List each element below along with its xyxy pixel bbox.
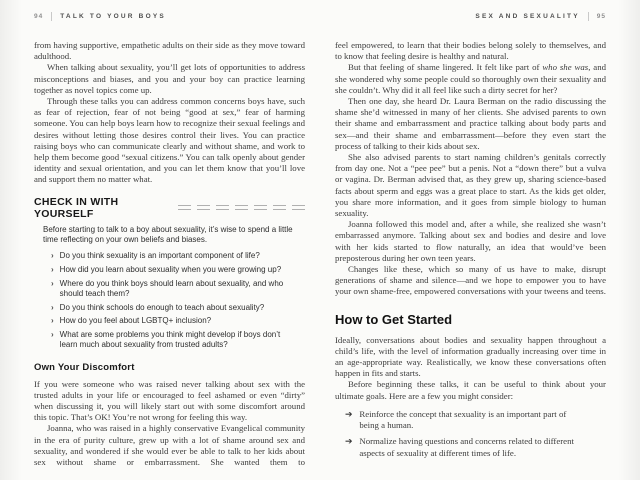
question-text: What are some problems you think might develop if boys don’t learn much about sexuality from trusted adults?: [59, 330, 281, 350]
body-paragraph: Joanna, who was raised in a highly conservative Evangelical community in the era of purity culture, grew up with a lot of shame around sex and sexuality, and wondered if she would ever be able to talk to her kids about sex without shame or embarrassment. She wanted them to: [34, 423, 305, 467]
checkin-heading: [34, 196, 305, 220]
checkin-body: [43, 225, 305, 351]
list-item: [51, 279, 305, 299]
header-divider: [51, 12, 52, 21]
list-item: [51, 265, 305, 275]
list-item: [345, 409, 606, 431]
running-title-left: TALK TO YOUR BOYS: [60, 13, 166, 20]
chevron-bullet-icon: ›: [51, 278, 54, 288]
chevron-bullet-icon: ›: [51, 316, 54, 326]
question-text: Do you think sexuality is an important component of life?: [59, 251, 260, 261]
body-paragraph: Ideally, conversations about bodies and sexuality happen throughout a child’s life, with the level of information gradually increasing over time in an age-appropriate way. Realistically, we know these conversations often happen in fits and starts.: [335, 334, 606, 379]
goal-text: Normalize having questions and concerns related to different aspects of sexuality at different times of life.: [359, 436, 574, 458]
page-spread-body: [34, 40, 606, 468]
goal-text: Reinforce the concept that sexuality is an important part of being a human.: [359, 408, 567, 431]
body-paragraph: from having supportive, empathetic adults on their side as they move toward adulthood.: [34, 40, 305, 62]
body-paragraph: Through these talks you can address common concerns boys have, such as fear of rejection, fear of not being “good at sex,” fear of harming someone. You can help boys learn how to recognize their sexual feelings and desires without letting those desires control their lives. You can practice raising boys who can communicate clearly and without shame, and work to help them become good “sexual citizens.” You can talk openly about gender identity and sexual orientation, and you can let them know that you’ll love and support them no matter what.: [34, 96, 305, 185]
check-in-with-yourself-box: [34, 196, 305, 351]
body-paragraph: She also advised parents to start naming children’s genitals correctly from day one. Not a “pee pee” but a penis. Not a “down there” but a vulva or vagina. Dr. Berman advised that, as they grew up, sharing science-based facts about sperm and eggs was a great place to start. As the kids get older, you share more information, and it goes from simple biology to human sexuality.: [335, 152, 606, 219]
list-item: [51, 330, 305, 350]
checkin-heading-label: CHECK IN WITH YOURSELF: [34, 195, 119, 220]
checkin-question-list: [51, 251, 305, 350]
chevron-bullet-icon: ›: [51, 251, 54, 261]
page-number-left: 94: [34, 13, 44, 20]
question-text: Do you think schools do enough to teach about sexuality?: [59, 302, 265, 312]
page-right: [335, 40, 606, 468]
checkin-intro: Before starting to talk to a boy about sexuality, it’s wise to spend a little time reflecting on your own beliefs and biases.: [43, 224, 293, 245]
section-subheading: Own Your Discomfort: [34, 361, 135, 373]
list-item: [51, 251, 305, 261]
body-paragraph: feel empowered, to learn that their bodies belong solely to themselves, and to know that feeling desire is healthy and natural.: [335, 40, 606, 62]
list-item: [51, 303, 305, 313]
list-item: [51, 316, 305, 326]
arrow-bullet-icon: ➔: [345, 436, 353, 447]
body-paragraph: Joanna followed this model and, after a while, she realized she wasn’t embarrassed anymore. Talking about sex and bodies and desire and love with her kids started to flow naturally, an idea that would’ve been preposterous during her own teen years.: [335, 219, 606, 263]
goals-list: [345, 409, 606, 459]
chevron-bullet-icon: ›: [51, 330, 54, 340]
running-title-right: SEX AND SEXUALITY: [475, 13, 580, 20]
italic-phrase: who she was: [542, 62, 589, 73]
body-paragraph: Before beginning these talks, it can be useful to think about your ultimate goals. Here are a few you might consider:: [335, 379, 606, 401]
running-head: [34, 12, 606, 21]
question-text: Where do you think boys should learn about sexuality, and who should teach them?: [59, 278, 284, 299]
body-paragraph: When talking about sexuality, you’ll get lots of opportunities to address misconceptions and biases, and you and your boy can practice learning together as novel topics come up.: [34, 62, 305, 95]
running-head-right: [475, 12, 606, 21]
heading-rule-dashes: [178, 205, 305, 210]
list-item: [345, 436, 606, 458]
page-number-right: 95: [596, 13, 606, 20]
running-head-left: [34, 12, 166, 21]
header-divider: [588, 12, 589, 21]
body-paragraph: Changes like these, which so many of us have to make, disrupt generations of shame and silence—and we hope to empower you to have your own shame-free, empowered conversations with your tweens and teens.: [335, 264, 606, 297]
page-edge-shadow-left: [0, 0, 22, 480]
paragraph-segment: But that feeling of shame lingered. It felt like part of: [348, 62, 543, 73]
question-text: How did you learn about sexuality when you were growing up?: [59, 265, 282, 275]
section-heading: How to Get Started: [335, 311, 453, 327]
page-left: [34, 40, 305, 468]
paragraph-segment: , and she wondered why some people could so thoroughly own their sexuality and she couldn’t. Why did it all feel like such a dirty secret for her?: [335, 62, 606, 95]
arrow-bullet-icon: ➔: [345, 408, 353, 419]
page-edge-shadow-right: [618, 0, 640, 480]
body-paragraph: Then one day, she heard Dr. Laura Berman on the radio discussing the shame she’d witnessed in many of her clients. She advised parents to own their shame and embarrassment and practice talking about body parts and sex—and their shame and embarrassment—before they even start the process of talking to their kids about sex.: [335, 96, 606, 151]
chevron-bullet-icon: ›: [51, 302, 54, 312]
chevron-bullet-icon: ›: [51, 265, 54, 275]
body-paragraph: [335, 62, 606, 96]
question-text: How do you feel about LGBTQ+ inclusion?: [59, 316, 212, 326]
body-paragraph: If you were someone who was raised never talking about sex with the trusted adults in your life or encouraged to feel ashamed or even “dirty” when discussing it, you will likely start out with some discomfort around this topic. That’s OK! You’re not wrong for feeling this way.: [34, 378, 305, 423]
